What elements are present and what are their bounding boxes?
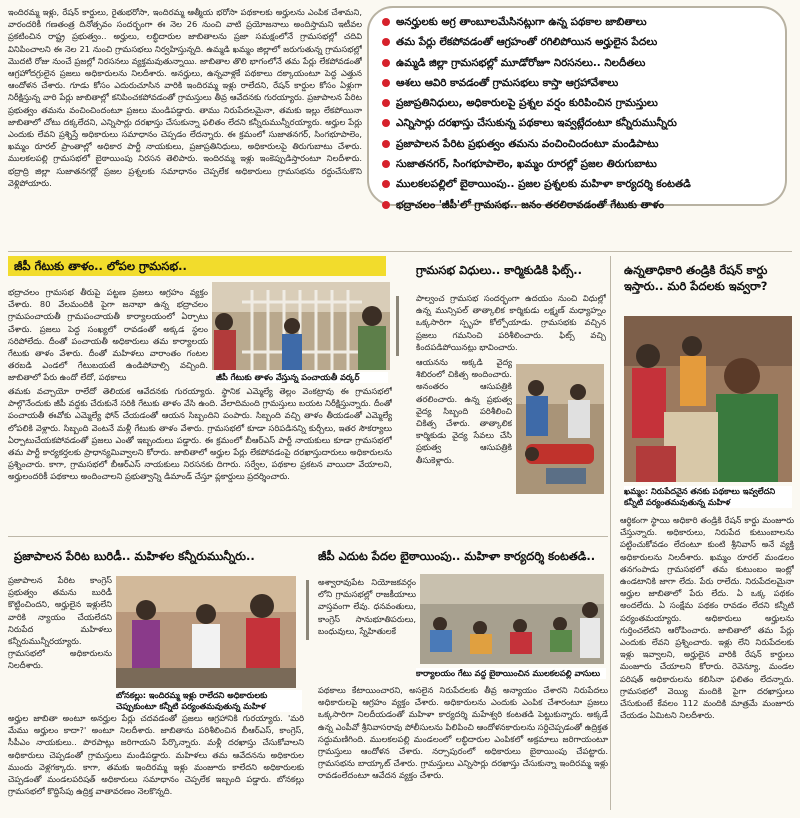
highlight-item: ఎన్నిసార్లు దరఖాస్తు చేసుకున్న పథకాలు ఇవ్వట్లేదంటూ కన్నీరుమున్నీరు xyxy=(382,113,782,133)
highlight-item: ములకలపల్లిలో బైఠాయింపు.. ప్రజల ప్రశ్నలకు మహిళా కార్యదర్శి కంటతడి xyxy=(382,174,782,194)
highlight-item: తమ పేర్లు లేకపోవడంతో ఆగ్రహంతో రగిలిపోయిన అర్హులైన పేదలు xyxy=(382,32,782,52)
intro-article-text: ఇందిరమ్మ ఇళ్లు, రేషన్ కార్డులు, రైతుభరోసా, ఇందిరమ్మ ఆత్మీయ భరోసా పథకాలకు అర్హులను ఎంపిక చేశామని, వారందరికీ గణతంత్ర దినోత్సవం సందర్భంగా ఈ నెల 26 నుంచి వాటి ప్రయోజనాలు అందిస్తామని ఇటీవల ప్రకటించిన రాష్ట్ర ప్రభుత్వం.. అర్హులు, లబ్ధిదారుల జాబితాలను ప్రజా సమక్షంలోనే గ్రామసభల్లో చదివి వినిపించాలని ఈ నెల 21 నుంచి గ్రామసభలు నిర్వహిస్తున్నది. ఉమ్మడి ఖమ్మం జిల్లాలో జరుగుతున్న గ్రామసభల్లో మొదటి రోజు నుంచే ప్రజల్లో నిరసనలు వ్యక్తమవుతున్నాయి. జాబితాల తొలి భాగంలోనే తమ పేర్లు లేకపోవడంతో ఆగ్రహోదగ్రులైన ప్రజలు అధికారులను నిలదీశారు. అనర్హులు, ఉన్నవాళ్లకే పథకాలు దక్కాయంటూ పెద్ద ఎత్తున ఆందోళన చేశారు. గూడు కోసం ఎదురుచూసిన వారికి ఇందిరమ్మ ఇళ్లు రాలేదని, రేషన్ కార్డుల కోసం ఏళ్లుగా నిరీక్షిస్తున్న వారి పేర్లు జాబితాల్లో కనిపించకపోవడంతో గ్రామస్తులు తీవ్ర ఆవేదనకు గురయ్యారు. ప్రజాపాలన పేరిట ప్రభుత్వం తమను వంచించిందంటూ ప్రజలు మండిపడ్డారు. తాము నిరుపేదలమైనా, తమకు ఇల్లు లేకపోయినా జాబితాలో చోటు దక్కలేదని, ఎన్నిసార్లు దరఖాస్తు చేసుకున్నా ఫలితం లేదని కన్నీరుమున్నీరయ్యారు. అర్హుల పేర్లు ఎందుకు లేవని ప్రశ్నిస్తే అధికారులు సమాధానం చెప్పడం లేదన్నారు. ఈ క్రమంలో సుజాతనగర్, సింగభూపాలెం, ఖమ్మం రూరల్ ప్రాంతాల్లో అధికార పార్టీ నాయకులు, ప్రజాప్రతినిధులు, అధికారులపై తిరుగుబాటు చేశారు. ములకలపల్లి గ్రామసభలో బైఠాయింపు నిరసన తెలిపారు. ఇందిరమ్మ ఇళ్లు ఇంకెప్పుడిస్తారంటూ నిలదీశారు. భద్రాద్రి జిల్లా సుజాతనగర్లో ప్రజల ప్రశ్నలకు సమాధానం చెప్పలేక అధికారులు గ్రామసభను రద్దుచేసుకొని వెళ్లిపోయారు. xyxy=(8,7,362,188)
bhadrachalam-headline: జీపీ గేటుకు తాళం.. లోపల గ్రామసభ.. xyxy=(8,256,386,276)
ration-caption: ఖమ్మం: నిరుపేదనైన తనకు పథకాలు ఇవ్వలేదని కన్నీటి పర్యంతమవుతున్న మహిళ xyxy=(624,486,792,508)
gate-photo-illustration xyxy=(212,282,390,370)
highlight-item: ఆశలు ఆవిరి కావడంతో గ్రామసభలు కాస్తా ఆగ్రహావేశాలు xyxy=(382,73,782,93)
column-divider-2 xyxy=(610,256,611,810)
woman-photo-illustration xyxy=(624,316,792,482)
sit-in-text-side: అశ్వారావుపేట నియోజకవర్గం లోని గ్రామసభల్లో రాజకీయాలు వాస్తవంగా లేవు. ధనవంతులు, కాంగ్రెస్ సానుభూతిపరులు, బంధువులు, స్నేహితులకే xyxy=(318,577,416,636)
women-text-side: ప్రజాపాలన పేరిట కాంగ్రెస్ ప్రభుత్వం తమను బురిడీ కొట్టించిందని, అర్హులైన ఇళ్లులేని వారికి న్యాయం చేయలేదని నిరుపేద మహిళలు కన్నీరుమున్నీరయ్యారు. గ్రామసభలో అధికారులను నిలదీశారు. xyxy=(8,575,112,671)
highlight-item: అనర్హులకు అగ్ర తాంబూలమేసినట్లుగా ఉన్న పథకాల జాబితాలు xyxy=(382,12,782,32)
ration-text: ఆర్థికంగా స్థాయి అధికారి తండ్రికి రేషన్ కార్డు మంజూరు చేస్తున్నారు. అధికారులు, నిరుపేద కుటుంబాలను పట్టించుకోవడం లేదంటూ కుంటి శ్రీనివాస్ అనే వ్యక్తి అధికారులను నిలదీశారు. ఖమ్మం రూరల్ మండలం తనగంపాడు గ్రామసభలో తమ కుటుంబం ఇంట్లో ఉండటానికి జాగా లేదు. పేరు రాలేదు. నిరుపేదలమైనా అర్హుల జాబితాలో పేరు లేదు. ఏ ఒక్క పథకం అందలేదు. ఏ సంక్షేమ పథకం రావడం లేదని కన్నీటి పర్యంతమయ్యారు. అధికారులు అర్హులను గుర్తించలేదని ఆరోపించారు. జాబితాలో తమ పేర్లు ఎందుకు లేవని ప్రశ్నించారు. ఇళ్లు లేని నిరుపేదలకు ఇళ్లు ఇవ్వాలని, అర్హులైన వారికి రేషన్ కార్డులు మంజూరు చేయాలని కోరారు. రెవెన్యూ, మండల పరిషత్ అధికారులను కలిసినా ఫలితం లేదన్నారు. గ్రామసభలో వెయ్యి మందికి పైగా దరఖాస్తులు చేసుకుంటే కేవలం 112 మందికి మాత్రమే మంజూరు చేయడం ఏమిటని నిలదీశారు. xyxy=(620,515,794,721)
women-photo-illustration xyxy=(116,576,296,688)
highlight-item: భద్రాచలం 'జీపీ'లో గ్రామసభ.. జనం తరలిరావడంతో గేటుకు తాళం xyxy=(382,195,782,215)
sit-in-photo xyxy=(420,574,604,664)
column-divider xyxy=(396,296,399,356)
ration-headline: ఉన్నతాధికారి తండ్రికి రేషన్ కార్డు ఇస్తారు.. మరి పేదలకు ఇవ్వరా? xyxy=(624,262,794,294)
worker-photo-illustration xyxy=(516,364,604,494)
section-divider xyxy=(8,251,792,252)
rules-headline: గ్రామసభ విధులు.. కార్మికుడికి ఫిట్స్.. xyxy=(416,262,606,278)
bhadrachalam-text-col1: భద్రాచలం గ్రామసభ తీరుపై పట్టణ ప్రజలు ఆగ్రహం వ్యక్తం చేశారు. 80 వేలమందికి పైగా జనాభా ఉన్న భద్రాచలం గ్రామపంచాయతీ గ్రామపంచాయతీ కార్యాలయంలో ఏర్పాటు చేశారు. ప్రజలు పెద్ద సంఖ్యలో రావడంతో అక్కడ స్థలం సరిపోలేదు. దీంతో పంచాయతీ అధికారులు తమ కార్యాలయ గేటుకు తాళం వేశారు. దీంతో మహిళలు వారాంతం గంటల తరబడి ఎండలో గేటుబయటే ఉండిపోవాల్సి వచ్చింది. జాబితాలో పేరు ఉందో లేదో, పథకాలు xyxy=(8,287,208,383)
bhadrachalam-photo xyxy=(212,282,390,370)
section-divider-2 xyxy=(8,536,608,537)
ration-photo xyxy=(624,316,792,482)
bhadrachalam-text-col2: తమకు వచ్చాయో రాలేదో తెలియక ఆవేదనకు గురయ్యారు. స్థానిక ఎమ్మెల్యే తెల్లం వెంకట్రావు ఈ గ్రామసభలో పాల్గొనేందుకు జీపీ వద్దకు చేరుకునే సరికి గేటుకు తాళం వేసి ఉంది. వేలాదిమంది గ్రామస్తులు బయట నిరీక్షిస్తున్నారు. దీంతో పంచాయతీ ఈవోకు ఎమ్మెల్యే ఫోన్ చేయడంతో ఆయన సిబ్బందిని పంపారు. సిబ్బంది వచ్చి తాళం తీయడంతో ఎమ్మెల్యే లోపలికి వెళ్లారు. సిబ్బంది వెంటనే మళ్లీ గేటుకు తాళం వేశారు. గ్రామసభలో కూడా సరిపడినన్ని కుర్చీలు, ఇతర సౌకర్యాలు ఏర్పాటుచేయకపోవడంతో ప్రజలు ఎంతో ఇబ్బందులు పడ్డారు. ఈ క్రమంలో బీఆర్ఎస్ పార్టీ నాయకులు కూడా గ్రామసభలో తమ పార్టీ కార్యకర్తలకు ప్రాధాన్యమివ్వాలని కోరారు. జాబితాలో అర్హుల పేర్లు లేకపోవడంపై దరఖాస్తుదారులు అధికారులను ప్రశ్నించారు. కాగా, గ్రామసభలో బీఆర్ఎస్ నాయకులు నిరసనకు దిగారు. సర్వేల, పథకాల ప్రకటన వాయిదా వేయాలని, అర్హులందరికీ పథకాలు అందించాలని ప్రభుత్వాన్ని డిమాండ్ చేస్తూ ప్లకార్డులు ప్రదర్శించారు. xyxy=(8,386,392,482)
highlight-item: ప్రజాపాలన పేరిట ప్రభుత్వం తమను వంచించిందంటూ మండిపాటు xyxy=(382,134,782,154)
sit-in-photo-illustration xyxy=(420,574,604,664)
women-text: అర్హుల జాబితా అంటూ అనర్హుల పేర్లు చదవడంతో ప్రజలు ఆగ్రహానికి గురయ్యారు. 'మరి మేము అర్హులం కాదా?' అంటూ నిలదీశారు. జాబితాను పరిశీలించిన బీఆర్ఎస్, కాంగ్రెస్, సీపీఎం నాయకులు.. పొరపాట్లు జరిగాయని పేర్కొన్నారు. మళ్లీ దరఖాస్తు చేసుకోవాలని అధికారులు చెప్పడంతో గ్రామస్తులు మండిపడ్డారు. మహిళలు తమ ఆవేదనను అధికారుల ముందు వెళ్లగక్కారు. కాగా, తమకు ఇందిరమ్మ ఇళ్లు మంజూరు కాలేదని అధికారులకు చెప్పడంతో మండలపరిషత్ అధికారులు సమాధానం చెప్పలేక ఇబ్బంది పడ్డారు. బోనకల్లు గ్రామసభలో కొద్దిసేపు ఉద్రిక్త వాతావరణం నెలకొన్నది. xyxy=(8,713,304,797)
highlights-list xyxy=(382,12,782,215)
highlight-item: సుజాతనగర్, సింగభూపాలెం, ఖమ్మం రూరల్లో ప్రజల తిరుగుబాటు xyxy=(382,154,782,174)
sit-in-headline: జీపీ ఎదుట పేదల బైఠాయింపు.. మహిళా కార్యదర్శి కంటతడి.. xyxy=(318,548,608,564)
women-caption: బోనకల్లు: ఇందిరమ్మ ఇళ్లు రాలేదని అధికారులకు చెప్పుకుంటూ కన్నీటి పర్యంతమవుతున్న మహిళ xyxy=(116,690,302,712)
worker-fits-photo xyxy=(516,364,604,494)
sit-in-text: పథకాలు కేటాయించారని, అసలైన నిరుపేదలకు తీవ్ర అన్యాయం చేశారని నిరుపేదలు అధికారులపై ఆగ్రహం వ్యక్తం చేశారు. అధికారులను ఎందుకు ఎంపిక చేశారంటూ ప్రజలు ఒక్కసారిగా నిలదీయడంతో మహిళా కార్యదర్శి మహేశ్వరి కంటతడి పెట్టుకున్నారు. అక్కడే ఉన్న ఎంపీవో శ్రీనివాసరావు పోలీసులను పిలిపించి ఆందోళనకారులను సర్దిచెప్పడంతో ఉద్రిక్తత సద్దుమణిగింది. ములకలపల్లి మండలంలో లబ్ధిదారుల ఎంపికలో అక్రమాలు జరిగాయంటూ గ్రామస్తులు ఆందోళన చేశారు. నర్సాపురంలో అధికారులు బైఠాయింపు చేపట్టారు. గ్రామసభను బాయ్కాట్ చేశారు. గ్రామస్తులు ఎన్నిసార్లు దరఖాస్తు చేసుకున్నా ఇందిరమ్మ ఇళ్లు రావడంలేదంటూ ఆవేదన వ్యక్తం చేశారు. xyxy=(318,685,608,781)
bhadrachalam-caption: జీపీ గేటుకు తాళం వేస్తున్న పంచాయతీ వర్కర్ xyxy=(216,372,388,383)
sit-in-caption: కార్యాలయం గేటు వద్ద బైఠాయించిన ములకలపల్లి వాసులు xyxy=(416,668,606,679)
column-divider-3 xyxy=(306,580,309,640)
women-photo xyxy=(116,576,296,688)
highlight-item: ఉమ్మడి జిల్లా గ్రామసభల్లో మూడోరోజూ నిరసనలు.. నిలదీతలు xyxy=(382,53,782,73)
women-headline: ప్రజాపాలన పేరిట బురిడీ.. మహిళల కన్నీరుమున్నీరు.. xyxy=(14,548,304,564)
rules-text-top: పాల్వంచ గ్రామసభ సందర్భంగా ఉదయం నుంచి విధుల్లో ఉన్న మున్సిపల్ తాత్కాలిక కార్మికుడు లక్ష్మణ్ మధ్యాహ్నం ఒక్కసారిగా స్పృహ కోల్పోయాడు. గ్రామసభకు వచ్చిన ప్రజలు గమనించి పరిశీలించారు. ఫిట్స్ వచ్చి కిందపడిపోయినట్లు భావించారు. xyxy=(416,293,606,352)
rules-text-side: ఆయనను అక్కడి వైద్య శిబిరంలో చికిత్స అందించారు. అనంతరం ఆసుపత్రికి తరలించారు. ఉన్న ప్రభుత్వ వైద్య సిబ్బంది పరిశీలించి చికిత్స చేశారు. తాత్కాలిక కార్మికుడు వైద్య సేవలు చేసి ప్రభుత్వ ఆసుపత్రికి తీసుకెళ్లారు. xyxy=(416,357,512,465)
highlight-item: ప్రజాప్రతినిధులు, అధికారులపై ప్రశ్నల వర్షం కురిపించిన గ్రామస్తులు xyxy=(382,93,782,113)
